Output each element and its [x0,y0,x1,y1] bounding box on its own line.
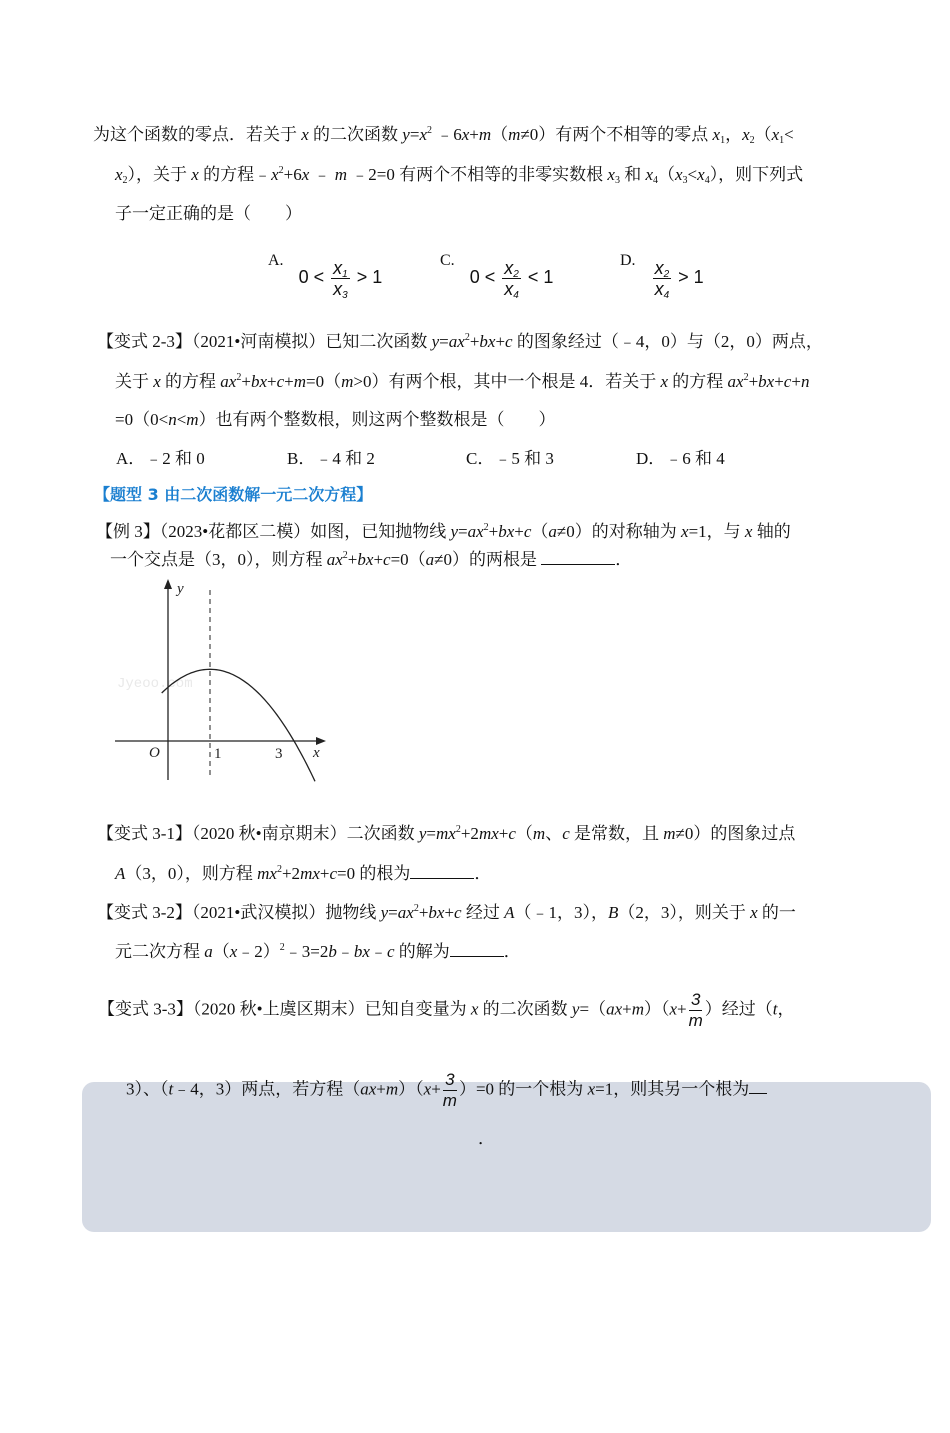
math-variable: a [204,942,213,961]
math-variable: x [419,125,427,144]
math-variable: bx [357,550,374,569]
text-run: ﹣2） [237,942,280,961]
q-intro-line-3 [115,202,302,226]
text-run: 的图象经过（﹣4，0）与（2，0）两点， [512,332,823,351]
text-run: + [266,372,277,391]
text-run: + [495,332,506,351]
text-run: =0（ [390,550,426,569]
text-run: ﹣4，3）两点，若方程（ [173,1079,361,1099]
variant-3-3-line-1 [98,990,795,1031]
math-variable: c [508,824,516,843]
math-variable: x [115,165,123,184]
tick-label-3: 3 [275,746,283,762]
math-variable: x [301,165,310,184]
math-variable: x [191,165,199,184]
math-variable: bx [479,332,496,351]
text-run: ≠0）的对称轴为 [556,522,682,541]
math-variable: m [508,125,521,144]
text-run: ﹣3=2 [284,942,329,961]
superscript: 2 [276,864,282,875]
text-run: （ [658,165,675,184]
text-run: 【变式 3-1】（2020 秋•南京期末）二次函数 [97,824,419,843]
math-variable: y [431,332,440,351]
math-variable: x [660,372,669,391]
variant-2-3-option-d[interactable]: D．﹣6 和 4 [636,449,725,468]
text-run: 关于 [115,372,154,391]
option-label: C. [440,252,455,269]
fraction-denominator: m [442,1091,457,1110]
math-variable: x [470,999,479,1019]
text-run: 为这个函数的零点．若关于 [93,125,302,144]
y-axis-arrow-icon [164,579,172,589]
math-variable: ax [448,332,465,351]
text-run: 是常数，且 [569,824,664,843]
text-run: （ [491,125,509,144]
text-run: ），则下列式 [709,165,804,184]
text-run: + [677,999,687,1019]
text-run: +6 [283,165,302,184]
math-variable: t [168,1079,174,1099]
text-run: 、 [545,824,563,843]
fraction-numerator: 3 [445,1070,455,1089]
math-variable: A [115,864,126,883]
num-sub: 1 [342,268,348,280]
math-variable: x [461,125,470,144]
text-run: 的方程﹣ [198,165,272,184]
superscript: 2 [426,125,432,136]
num-var: x [333,257,343,278]
text-run: 的解为 [394,942,450,961]
variant-2-3-option-a[interactable]: A．﹣2 和 0 [116,449,205,468]
text-run: ）经过（ [704,999,773,1019]
text-run: + [241,372,251,391]
math-variable: x [271,165,279,184]
math-variable: x [750,903,758,922]
variant-3-1-line-2 [115,862,491,886]
text-run: ． [474,864,492,883]
text-run: = [388,903,398,922]
variant-2-3-line-1 [97,330,823,354]
text-run: ）（ [643,999,670,1019]
math-variable: y [402,125,410,144]
subscript: 4 [704,175,710,186]
text-run: 的二次函数 [308,125,403,144]
math-variable: x [675,165,683,184]
superscript: 2 [464,332,470,343]
math-variable: x [744,522,753,541]
variant-2-3-option-b[interactable]: B．﹣4 和 2 [287,449,375,468]
math-variable: c [386,942,395,961]
math-variable: c [276,372,285,391]
math-variable: ax [467,522,484,541]
text-run: 【变式 2-3】（2021•河南模拟）已知二次函数 [97,332,432,351]
text-run: >0）有两个根，其中一个根是 4．若关于 [353,372,661,391]
text-run: ）也有两个整数根，则这两个整数根是（ ） [198,410,556,429]
text-run: < [176,410,187,429]
option-left: 0 < [298,267,325,287]
text-run: ≠0）有两个不相等的零点 [520,125,713,144]
x-axis-arrow-icon [316,737,326,745]
num-sub: 2 [663,268,670,280]
math-variable: c [383,550,391,569]
variant-3-3-line-2 [126,1070,767,1111]
text-run: 的方程 [160,372,221,391]
math-variable: ax [606,999,623,1019]
text-run: ）=0 的一个根为 [458,1079,588,1099]
text-run: =1，则其另一个根为 [595,1079,750,1099]
variant-3-3-line-3 [478,1127,495,1151]
text-run: 【例 3】（2023•花都区二模）如图，已知抛物线 [96,522,451,541]
subscript: 3 [682,175,688,186]
text-run: =0（0< [115,410,169,429]
math-variable: ax [397,903,414,922]
text-run: + [748,372,759,391]
answer-blank[interactable] [450,940,504,957]
num-var: x [504,257,514,278]
text-run: + [469,125,479,144]
text-run: ≠0）的两根是 [434,550,542,569]
fraction-numerator: 3 [690,990,701,1009]
answer-blank[interactable] [541,548,615,565]
math-variable: mx [436,824,456,843]
text-run: （ [531,522,549,541]
text-run: 【变式 3-2】（2021•武汉模拟）抛物线 [97,903,381,922]
math-variable: mx [257,864,277,883]
math-variable: m [663,824,676,843]
text-run: 【变式 3-3】（2020 秋•上虞区期末）已知自变量为 [98,999,471,1019]
text-run: ． [478,1129,495,1148]
text-run: 的一 [757,903,796,922]
math-variable: bx [250,372,267,391]
text-run: ， [777,999,795,1019]
text-run: + [791,372,801,391]
math-variable: n [800,372,810,391]
option-label: A. [268,252,284,269]
math-variable: n [168,410,177,429]
num-sub: 2 [513,268,519,280]
text-run: + [418,903,429,922]
math-variable: ax [326,550,343,569]
text-run: = [439,332,449,351]
text-run: + [284,372,294,391]
superscript: 2 [278,165,284,176]
text-run: + [444,903,455,922]
x-axis-label: x [313,745,320,761]
text-run: + [514,522,524,541]
tick-label-1: 1 [214,746,222,762]
fraction [689,990,703,1031]
den-var: x [654,278,664,299]
option-right: < 1 [527,267,554,287]
math-variable: x [742,125,750,144]
math-variable: ax [727,372,744,391]
text-run: 轴的 [752,522,791,541]
text-run: + [469,332,480,351]
math-variable: y [380,903,389,922]
math-variable: c [562,824,570,843]
text-run: = [426,824,437,843]
y-axis-label: y [177,581,184,597]
math-variable: c [454,903,462,922]
text-run: 的方程 [668,372,728,391]
variant-3-2-line-2 [115,940,521,964]
math-variable: c [505,332,513,351]
option-label: D. [620,252,636,269]
text-run: = [409,125,420,144]
text-run: 子一定正确的是（ ） [115,204,302,223]
subscript: 2 [122,175,128,186]
math-variable: m [385,1079,399,1099]
math-variable: x [423,1079,432,1099]
math-variable: B [607,903,619,922]
text-run: 经过 [461,903,505,922]
option-c[interactable] [440,252,553,299]
text-run: ﹣ [309,165,335,184]
math-variable: x [229,942,238,961]
text-run: < [687,165,698,184]
text-run: 元二次方程 [115,942,205,961]
math-variable: bx [353,942,370,961]
text-run: （2，3），则关于 [618,903,751,922]
text-run: +2 [460,824,479,843]
text-run: + [431,1079,441,1099]
math-variable: mx [478,824,499,843]
math-variable: x [697,165,705,184]
variant-3-1-line-1 [97,822,795,846]
math-variable: x [301,125,309,144]
math-variable: bx [758,372,775,391]
text-run: + [622,999,632,1019]
math-variable: x [771,125,780,144]
text-run: 的二次函数 [478,999,572,1019]
example-3-line-2 [110,548,632,572]
math-variable: A [504,903,515,922]
variant-2-3-line-3 [115,408,556,432]
text-run: +2 [281,864,301,883]
math-variable: c [523,522,532,541]
text-run: 一个交点是（3，0），则方程 [110,550,327,569]
fraction-denominator: m [688,1011,703,1030]
option-right: > 1 [356,267,383,287]
subscript: 1 [779,135,785,146]
math-variable: y [418,824,427,843]
text-run: =1，与 [688,522,745,541]
subscript: 3 [614,175,620,186]
subscript: 4 [653,175,658,186]
superscript: 2 [279,942,285,953]
superscript: 2 [743,372,749,383]
superscript: 2 [483,522,489,533]
math-variable: y [571,999,580,1019]
den-sub: 4 [663,289,670,301]
text-run: + [347,550,358,569]
text-run: =0 的根为 [337,864,411,883]
num-var: x [654,257,664,278]
den-sub: 3 [342,289,348,301]
text-run: ． [503,942,521,961]
text-run: + [373,550,384,569]
math-variable: mx [300,864,320,883]
text-run: ﹣2=0 有两个不相等的非零实数根 [347,165,608,184]
math-variable: ax [220,372,237,391]
math-variable: a [548,522,557,541]
text-run: ≠0）的图象过点 [675,824,796,843]
watermark: Jyeoo.com [117,676,193,692]
text-run: ， [725,125,743,144]
answer-blank[interactable] [749,1077,767,1094]
math-variable: m [532,824,546,843]
math-variable: c [329,864,338,883]
math-variable: ax [360,1079,377,1099]
fraction [443,1070,457,1111]
math-variable: m [334,165,348,184]
parabola-graph [105,575,335,785]
option-a[interactable] [268,252,382,299]
text-run: （ [515,824,533,843]
text-run: < [784,125,794,144]
math-variable: x [607,165,615,184]
text-run: ﹣ [369,942,387,961]
math-variable: x [587,1079,596,1099]
math-variable: y [450,522,458,541]
math-variable: t [772,999,778,1019]
subscript: 2 [749,135,755,146]
math-variable: m [186,410,199,429]
text-run: （3，0），则方程 [125,864,258,883]
variant-2-3-option-c[interactable]: C．﹣5 和 3 [466,449,554,468]
option-left: 0 < [469,267,496,287]
text-run: = [458,522,468,541]
text-run: + [498,824,509,843]
math-variable: b [328,942,337,961]
text-run: + [376,1079,386,1099]
text-run: + [319,864,330,883]
text-run: =0（ [306,372,342,391]
text-run: 和 [619,165,646,184]
math-variable: x [645,165,653,184]
option-right: > 1 [678,267,704,287]
example-3-line-1 [96,520,791,544]
math-variable: c [783,372,792,391]
answer-blank[interactable] [410,862,474,879]
math-variable: bx [428,903,445,922]
text-run: （ [212,942,230,961]
text-run: ）（ [398,1079,424,1099]
math-variable: x [681,522,689,541]
q-intro-line-1 [93,123,794,147]
superscript: 2 [342,550,348,561]
math-variable: x [153,372,161,391]
superscript: 2 [413,903,419,914]
section-heading: 【题型 3 由二次函数解一元二次方程】 [94,485,373,504]
superscript: 2 [455,824,461,835]
den-sub: 4 [513,289,519,301]
math-variable: x [712,125,721,144]
den-var: x [333,278,343,299]
option-d[interactable] [620,252,704,299]
variant-3-2-line-1 [97,901,796,925]
text-run: ），关于 [127,165,192,184]
text-run: ． [615,550,633,569]
math-variable: a [425,550,435,569]
text-run: （﹣1，3）， [514,903,608,922]
text-run: + [774,372,784,391]
math-variable: m [478,125,492,144]
origin-label: O [149,745,160,761]
math-variable: bx [498,522,515,541]
text-run: ﹣6 [431,125,462,144]
text-run: （ [754,125,772,144]
variant-2-3-line-2 [115,370,809,394]
math-variable: m [631,999,644,1019]
superscript: 2 [236,372,242,383]
text-run: ﹣ [336,942,354,961]
text-run: =（ [579,999,607,1019]
text-run: + [488,522,499,541]
den-var: x [504,278,514,299]
math-variable: m [293,372,306,391]
subscript: 1 [720,135,726,146]
q-intro-line-2 [115,163,803,187]
math-variable: x [669,999,678,1019]
text-run: 3）、（ [126,1079,169,1099]
math-variable: m [341,372,354,391]
